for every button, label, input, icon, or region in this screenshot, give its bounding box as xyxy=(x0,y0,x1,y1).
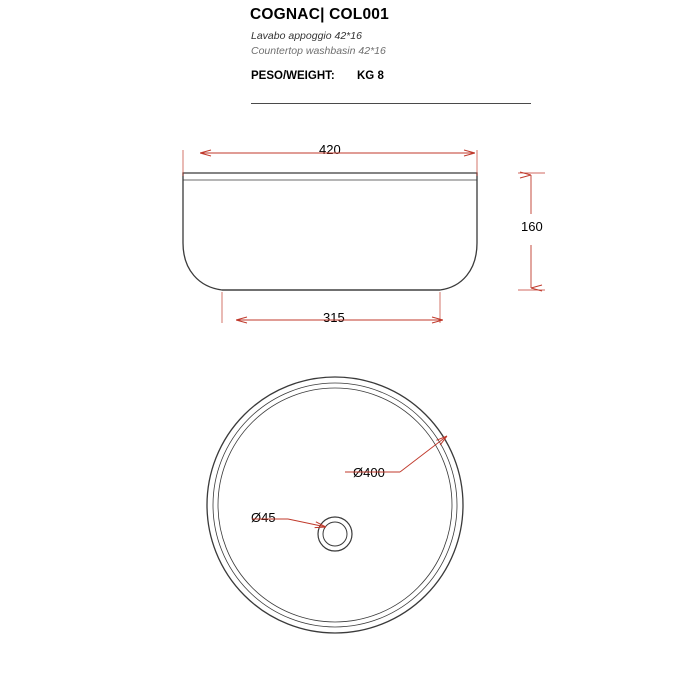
weight-label: PESO/WEIGHT: xyxy=(251,70,335,82)
weight-value: KG 8 xyxy=(357,70,384,82)
dimension-label-width-top: 420 xyxy=(314,142,346,157)
dimension-height xyxy=(518,173,545,290)
basin-outline xyxy=(183,173,477,290)
product-title: COGNAC| COL001 xyxy=(250,6,389,23)
basin-outer-circle xyxy=(207,377,463,633)
dimension-width-base xyxy=(222,292,443,323)
dimension-label-height: 160 xyxy=(516,219,548,234)
product-subtitle-italian: Lavabo appoggio 42*16 xyxy=(251,30,362,42)
front-elevation-view xyxy=(183,173,477,290)
dimension-width-top xyxy=(183,150,477,176)
drain-inner-circle xyxy=(323,522,347,546)
plan-view xyxy=(207,377,463,633)
leader-bowl-diameter xyxy=(345,436,447,472)
dimension-label-bowl-diameter: Ø400 xyxy=(348,465,390,480)
dimension-label-width-base: 315 xyxy=(318,310,350,325)
dimension-label-drain-diameter: Ø45 xyxy=(246,510,281,525)
basin-inner-circle xyxy=(218,388,452,622)
product-subtitle-english: Countertop washbasin 42*16 xyxy=(251,45,386,57)
basin-rim-circle xyxy=(213,383,457,627)
leader-drain-diameter xyxy=(252,519,326,527)
